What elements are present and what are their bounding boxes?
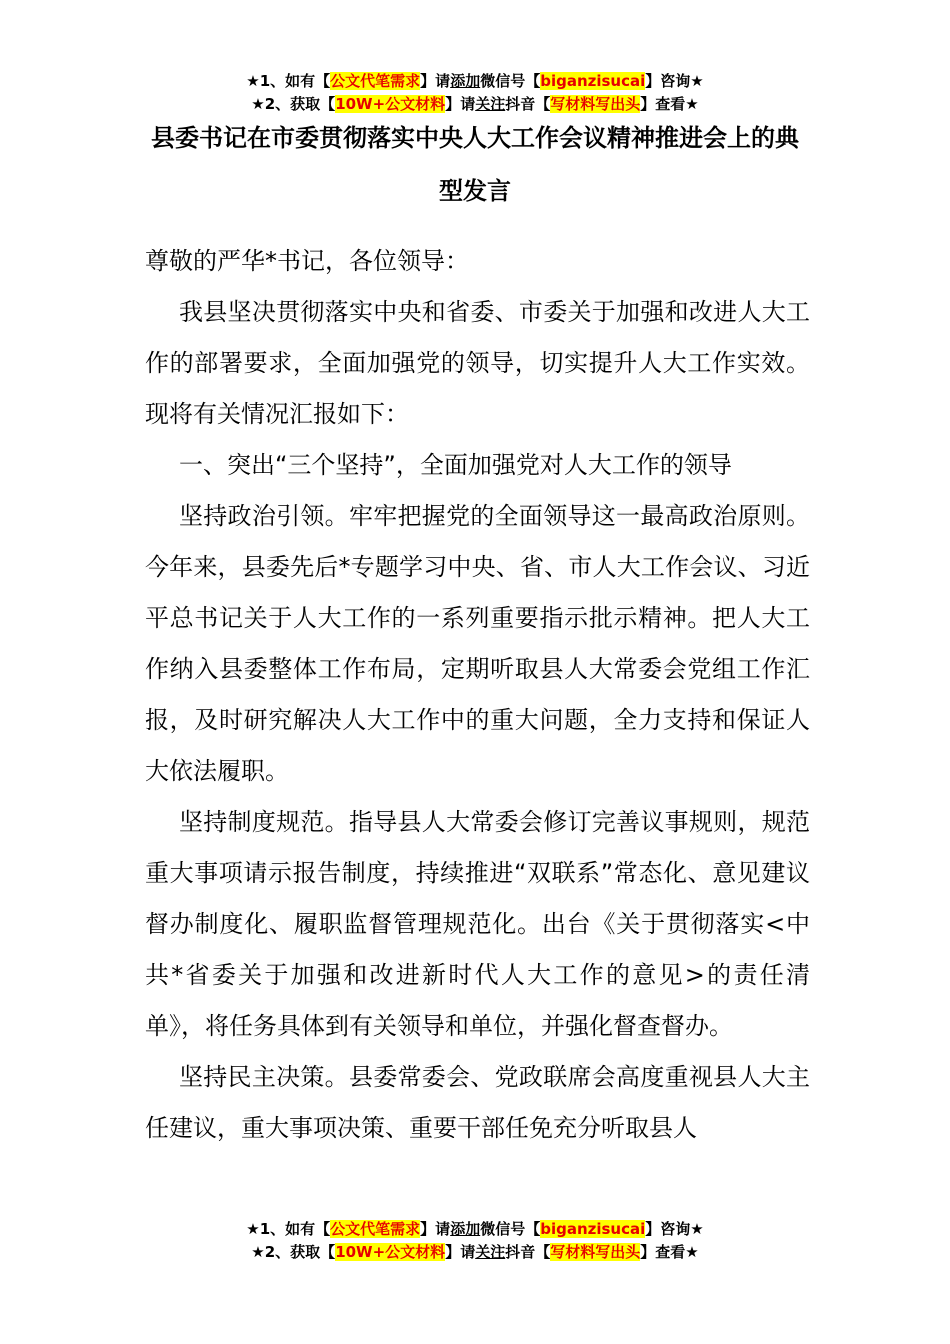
banner-text: 】咨询★ (645, 72, 704, 90)
banner-text: 抖音【 (505, 95, 551, 113)
banner-text: 】咨询★ (645, 1220, 704, 1238)
header-banner (0, 70, 950, 116)
salutation: 尊敬的严华*书记，各位领导： (145, 247, 469, 275)
footer-banner (0, 1218, 950, 1264)
banner-text: 】请 (420, 72, 451, 90)
banner-highlight: 10W+公文材料 (335, 1243, 446, 1261)
banner-line-1 (0, 70, 950, 93)
banner-text: 微信号【 (480, 1220, 541, 1238)
banner-line-2 (0, 1241, 950, 1264)
banner-text: 】请 (445, 95, 476, 113)
banner-underline: 关注 (475, 95, 506, 113)
banner-highlight: 公文代笔需求 (330, 1220, 421, 1238)
banner-highlight: biganzisucai (540, 1220, 646, 1238)
banner-text: 】查看★ (640, 95, 699, 113)
banner-text: 】请 (420, 1220, 451, 1238)
banner-highlight: 写材料写出头 (550, 1243, 641, 1261)
document-title: 县委书记在市委贯彻落实中央人大工作会议精神推进会上的典型发言 (151, 124, 799, 205)
banner-text: 微信号【 (480, 72, 541, 90)
banner-text: ★1、如有【 (246, 72, 331, 90)
banner-text: 】请 (445, 1243, 476, 1261)
banner-highlight: 10W+公文材料 (335, 95, 446, 113)
banner-highlight: 写材料写出头 (550, 95, 641, 113)
paragraph: 坚持政治引领。牢牢把握党的全面领导这一最高政治原则。今年来，县委先后*专题学习中央、省、市人大工作会议、习近平总书记关于人大工作的一系列重要指示批示精神。把人大工作纳入县委整体工作布局，定期听取县人大常委会党组工作汇报，及时研究解决人大工作中的重大问题，全力支持和保证人大依法履职。 (145, 502, 810, 785)
paragraph: 坚持民主决策。县委常委会、党政联席会高度重视县人大主任建议，重大事项决策、重要干部任免充分听取县人 (145, 1063, 810, 1142)
paragraph: 我县坚决贯彻落实中央和省委、市委关于加强和改进人大工作的部署要求，全面加强党的领导，切实提升人大工作实效。现将有关情况汇报如下： (145, 298, 810, 428)
banner-text: ★2、获取【 (251, 95, 336, 113)
banner-highlight: biganzisucai (540, 72, 646, 90)
banner-underline: 关注 (475, 1243, 506, 1261)
banner-text: 抖音【 (505, 1243, 551, 1261)
banner-highlight: 公文代笔需求 (330, 72, 421, 90)
paragraph: 坚持制度规范。指导县人大常委会修订完善议事规则，规范重大事项请示报告制度，持续推进“双联系”常态化、意见建议督办制度化、履职监督管理规范化。出台《关于贯彻落实<中共*省委关于加强和改进新时代人大工作的意见>的责任清单》，将任务具体到有关领导和单位，并强化督查督办。 (145, 808, 810, 1040)
banner-line-1 (0, 1218, 950, 1241)
banner-underline: 添加 (450, 72, 481, 90)
banner-text: ★2、获取【 (251, 1243, 336, 1261)
section-heading: 一、突出“三个坚持”，全面加强党对人大工作的领导 (179, 451, 732, 479)
document-body (145, 236, 810, 1154)
banner-text: 】查看★ (640, 1243, 699, 1261)
banner-text: ★1、如有【 (246, 1220, 331, 1238)
banner-underline: 添加 (450, 1220, 481, 1238)
